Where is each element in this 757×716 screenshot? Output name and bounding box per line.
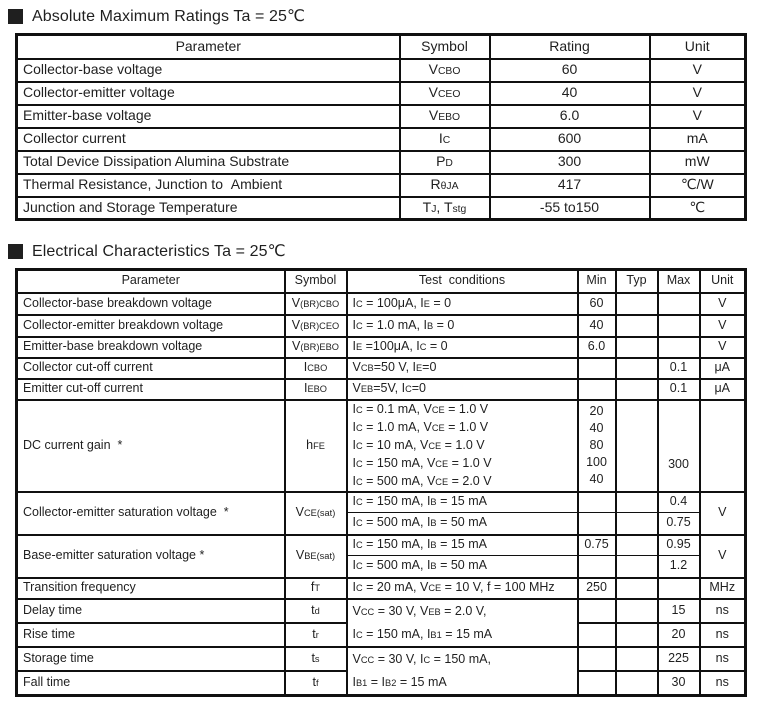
table-cell: tr: [285, 623, 347, 647]
symbol-cell: V(BR)CEO: [285, 315, 347, 337]
test-conditions-cell: VCB=50 V, IE=0: [347, 358, 578, 379]
symbol-cell: PD: [400, 151, 490, 174]
column-header-rating: Rating: [490, 35, 650, 59]
table-row: [17, 105, 746, 128]
table-row: [17, 379, 746, 400]
symbol-cell: VCE(sat): [285, 492, 347, 535]
symbol-cell: ts: [285, 647, 347, 672]
subscript-text: C: [355, 422, 363, 433]
subscript-text: C: [423, 654, 431, 665]
table-row: [17, 492, 746, 513]
table-row: [17, 358, 746, 379]
unit-cell: μA: [700, 358, 746, 379]
typ-cell: [616, 337, 658, 358]
symbol-cell: td: [285, 599, 347, 623]
subscript-text: C: [355, 583, 363, 594]
subscript-text: B: [430, 561, 437, 572]
table-row: [17, 128, 746, 151]
subscript-text: CE: [431, 422, 445, 433]
subscript-text: C: [355, 518, 363, 529]
parameter-cell: Total Device Dissipation Alumina Substrate: [17, 151, 400, 174]
subscript-text: (BR)EBO: [300, 342, 339, 353]
square-bullet-icon: [8, 9, 23, 24]
table-cell: ns: [700, 671, 746, 695]
subscript-text: C: [355, 561, 363, 572]
max-cell: [658, 578, 700, 599]
parameter-cell: Storage time: [17, 647, 285, 672]
max-cell: 0.4: [658, 492, 700, 513]
test-conditions-cell: IC = 1.0 mA, IB = 0: [347, 315, 578, 337]
parameter-cell: Collector-base breakdown voltage: [17, 293, 285, 315]
column-header-test-conditions: Test conditions: [347, 270, 578, 293]
subscript-text: CE: [428, 440, 442, 451]
subscript-text: (BR)CBO: [300, 298, 340, 309]
subscript-text: C: [442, 135, 451, 147]
table-row: [17, 151, 746, 174]
absolute-maximum-ratings-table: [15, 33, 747, 221]
subscript-text: EBO: [438, 112, 461, 124]
parameter-cell: Collector-emitter saturation voltage *: [17, 492, 285, 535]
symbol-cell: IC: [400, 128, 490, 151]
table-row: [17, 174, 746, 197]
min-cell: 0.75: [578, 535, 616, 556]
rating-cell: 300: [490, 151, 650, 174]
section-electrical-characteristics: [0, 221, 757, 697]
rating-cell: 600: [490, 128, 650, 151]
subscript-text: C: [355, 476, 363, 487]
subscript-text: C: [355, 540, 363, 551]
abs-max-title-text: Absolute Maximum Ratings Ta = 25℃: [32, 8, 306, 25]
unit-cell: V: [700, 315, 746, 337]
symbol-cell: VEBO: [400, 105, 490, 128]
table-cell: IC = 500 mA, IB = 50 mA: [347, 513, 578, 535]
min-cell: 6.0: [578, 337, 616, 358]
typ-cell: [616, 315, 658, 337]
typ-cell: [616, 358, 658, 379]
subscript-text: T: [314, 583, 321, 594]
min-cell: [578, 358, 616, 379]
unit-cell: ℃/W: [650, 174, 746, 197]
typ-cell: [616, 492, 658, 513]
unit-cell: V: [650, 59, 746, 82]
table-cell: 20: [658, 623, 700, 647]
subscript-text: d: [314, 605, 320, 616]
table-cell: 1.2: [658, 556, 700, 578]
parameter-cell: Transition frequency: [17, 578, 285, 599]
square-bullet-icon: [8, 244, 23, 259]
column-header-min: Min: [578, 270, 616, 293]
elec-char-title-text: Electrical Characteristics Ta = 25℃: [32, 243, 286, 260]
test-conditions-cell: IC = 150 mA, IB = 15 mA: [347, 535, 578, 556]
max-cell: 225: [658, 647, 700, 672]
max-cell: 15: [658, 599, 700, 623]
subscript-text: EB: [360, 384, 374, 395]
subscript-text: CC: [360, 654, 375, 665]
unit-cell: V: [700, 535, 746, 578]
typ-cell: [616, 578, 658, 599]
parameter-cell: Collector-emitter voltage: [17, 82, 400, 105]
symbol-cell: hFE: [285, 400, 347, 492]
unit-cell: ns: [700, 647, 746, 672]
table-cell: 30: [658, 671, 700, 695]
subscript-text: s: [314, 654, 320, 665]
symbol-cell: IEBO: [285, 379, 347, 400]
subscript-text: C: [355, 298, 363, 309]
unit-cell: mA: [650, 128, 746, 151]
table-cell: [578, 556, 616, 578]
test-conditions-cell: VCC = 30 V, IC = 150 mA, IB1 = IB2 = 15 mA: [347, 647, 578, 696]
table-row: [17, 400, 746, 492]
rating-cell: 6.0: [490, 105, 650, 128]
column-header-symbol: Symbol: [400, 35, 490, 59]
subscript-text: CB: [360, 363, 374, 374]
test-conditions-cell: VEB=5V, IC=0: [347, 379, 578, 400]
subscript-text: EBO: [307, 384, 328, 395]
typ-cell: [616, 599, 658, 623]
subscript-text: C: [419, 342, 427, 353]
test-conditions-cell: IC = 0.1 mA, VCE = 1.0 V IC = 1.0 mA, VCE = 1.0 V IC = 10 mA, VCE = 1.0 V IC = 150 mA, VCE = 1.0 V IC = 500 mA, VCE = 2.0 V: [347, 400, 578, 492]
max-cell: 0.1: [658, 358, 700, 379]
symbol-cell: ICBO: [285, 358, 347, 379]
table-cell: IC = 500 mA, IB = 50 mA: [347, 556, 578, 578]
unit-cell: V: [700, 492, 746, 535]
unit-cell: mW: [650, 151, 746, 174]
symbol-cell: TJ, Tstg: [400, 197, 490, 220]
test-conditions-cell: IC = 20 mA, VCE = 10 V, f = 100 MHz: [347, 578, 578, 599]
subscript-text: B1: [355, 677, 368, 688]
subscript-text: C: [355, 320, 363, 331]
unit-cell: [700, 400, 746, 492]
column-header-parameter: Parameter: [17, 35, 400, 59]
subscript-text: B: [430, 540, 437, 551]
symbol-cell: V(BR)CBO: [285, 293, 347, 315]
subscript-text: C: [355, 629, 363, 640]
subscript-text: B: [426, 320, 434, 331]
parameter-cell: Collector-base voltage: [17, 59, 400, 82]
max-cell: 0.1: [658, 379, 700, 400]
table-row: [17, 59, 746, 82]
max-cell: [658, 293, 700, 315]
max-cell: 0.95: [658, 535, 700, 556]
subscript-text: J: [431, 203, 437, 215]
subscript-text: f: [315, 678, 319, 689]
subscript-text: D: [445, 158, 453, 170]
subscript-text: FE: [313, 440, 325, 451]
symbol-cell: V(BR)EBO: [285, 337, 347, 358]
header-row: [17, 35, 746, 59]
abs-max-section-title: [8, 0, 757, 26]
table-row: [17, 197, 746, 220]
rating-cell: 60: [490, 59, 650, 82]
subscript-text: C: [355, 404, 363, 415]
subscript-text: stg: [452, 203, 467, 215]
min-cell: [578, 492, 616, 513]
max-cell: [658, 337, 700, 358]
min-cell: [578, 599, 616, 623]
parameter-cell: Collector cut-off current: [17, 358, 285, 379]
section-absolute-maximum-ratings: [0, 0, 757, 221]
subscript-text: E: [355, 342, 363, 353]
subscript-text: BE(sat): [304, 551, 336, 562]
column-header-parameter: Parameter: [17, 270, 285, 293]
table-cell: [616, 513, 658, 535]
typ-cell: [616, 400, 658, 492]
parameter-cell: Thermal Resistance, Junction to Ambient: [17, 174, 400, 197]
rating-cell: 40: [490, 82, 650, 105]
table-row: [17, 82, 746, 105]
table-row: [17, 535, 746, 556]
test-conditions-cell: IC = 100μA, IE = 0: [347, 293, 578, 315]
typ-cell: [616, 379, 658, 400]
subscript-text: CEO: [437, 89, 461, 101]
min-cell: 40: [578, 315, 616, 337]
table-cell: Rise time: [17, 623, 285, 647]
subscript-text: CC: [360, 606, 375, 617]
parameter-cell: Emitter cut-off current: [17, 379, 285, 400]
parameter-cell: Junction and Storage Temperature: [17, 197, 400, 220]
parameter-cell: Collector current: [17, 128, 400, 151]
subscript-text: E: [423, 298, 430, 309]
test-conditions-cell: VCC = 30 V, VEB = 2.0 V, IC = 150 mA, IB1 = 15 mA: [347, 599, 578, 647]
subscript-text: B: [430, 497, 437, 508]
test-conditions-cell: IE =100μA, IC = 0: [347, 337, 578, 358]
parameter-cell: Delay time: [17, 599, 285, 623]
rating-cell: -55 to150: [490, 197, 650, 220]
typ-cell: [616, 535, 658, 556]
table-cell: tf: [285, 671, 347, 695]
table-row: [17, 647, 746, 672]
table-cell: [578, 623, 616, 647]
symbol-cell: VBE(sat): [285, 535, 347, 578]
table-row: [17, 315, 746, 337]
column-header-unit: Unit: [650, 35, 746, 59]
subscript-text: CE: [428, 583, 442, 594]
column-header-typ: Typ: [616, 270, 658, 293]
subscript-text: E: [416, 363, 423, 374]
subscript-text: θJA: [440, 181, 459, 193]
unit-cell: ns: [700, 599, 746, 623]
column-header-unit: Unit: [700, 270, 746, 293]
unit-cell: V: [700, 337, 746, 358]
subscript-text: CE: [435, 458, 449, 469]
subscript-text: C: [405, 384, 412, 395]
subscript-text: EB: [428, 606, 441, 617]
table-row: [17, 578, 746, 599]
table-row: [17, 293, 746, 315]
subscript-text: C: [355, 458, 363, 469]
test-conditions-cell: IC = 150 mA, IB = 15 mA: [347, 492, 578, 513]
table-cell: [616, 671, 658, 695]
min-cell: [578, 379, 616, 400]
typ-cell: [616, 293, 658, 315]
symbol-cell: fT: [285, 578, 347, 599]
max-cell: [658, 315, 700, 337]
table-cell: [616, 623, 658, 647]
symbol-cell: VCBO: [400, 59, 490, 82]
parameter-cell: Emitter-base breakdown voltage: [17, 337, 285, 358]
elec-char-section-title: [8, 221, 757, 261]
max-cell: 300: [658, 400, 700, 492]
parameter-cell: Collector-emitter breakdown voltage: [17, 315, 285, 337]
table-cell: ns: [700, 623, 746, 647]
subscript-text: C: [355, 440, 363, 451]
subscript-text: CE: [435, 476, 449, 487]
subscript-text: (BR)CEO: [300, 320, 340, 331]
parameter-cell: DC current gain *: [17, 400, 285, 492]
electrical-characteristics-table: [15, 268, 747, 697]
unit-cell: V: [650, 82, 746, 105]
column-header-max: Max: [658, 270, 700, 293]
table-row: [17, 599, 746, 623]
table-cell: [616, 556, 658, 578]
symbol-cell: RθJA: [400, 174, 490, 197]
subscript-text: CE: [431, 404, 445, 415]
parameter-cell: Base-emitter saturation voltage *: [17, 535, 285, 578]
parameter-cell: Emitter-base voltage: [17, 105, 400, 128]
unit-cell: μA: [700, 379, 746, 400]
table-cell: 0.75: [658, 513, 700, 535]
min-cell: 20 40 80 100 40: [578, 400, 616, 492]
table-cell: Fall time: [17, 671, 285, 695]
unit-cell: V: [700, 293, 746, 315]
table-cell: [578, 671, 616, 695]
symbol-cell: VCEO: [400, 82, 490, 105]
subscript-text: B: [430, 518, 437, 529]
header-row: [17, 270, 746, 293]
min-cell: 250: [578, 578, 616, 599]
column-header-symbol: Symbol: [285, 270, 347, 293]
unit-cell: MHz: [700, 578, 746, 599]
rating-cell: 417: [490, 174, 650, 197]
unit-cell: V: [650, 105, 746, 128]
subscript-text: B2: [385, 677, 397, 688]
subscript-text: B1: [430, 629, 442, 640]
unit-cell: ℃: [650, 197, 746, 220]
subscript-text: C: [355, 497, 363, 508]
min-cell: [578, 647, 616, 672]
subscript-text: r: [315, 629, 319, 640]
table-cell: [578, 513, 616, 535]
typ-cell: [616, 647, 658, 672]
subscript-text: CBO: [437, 66, 461, 78]
subscript-text: CE(sat): [303, 508, 336, 519]
min-cell: 60: [578, 293, 616, 315]
subscript-text: CBO: [307, 363, 328, 374]
table-row: [17, 337, 746, 358]
